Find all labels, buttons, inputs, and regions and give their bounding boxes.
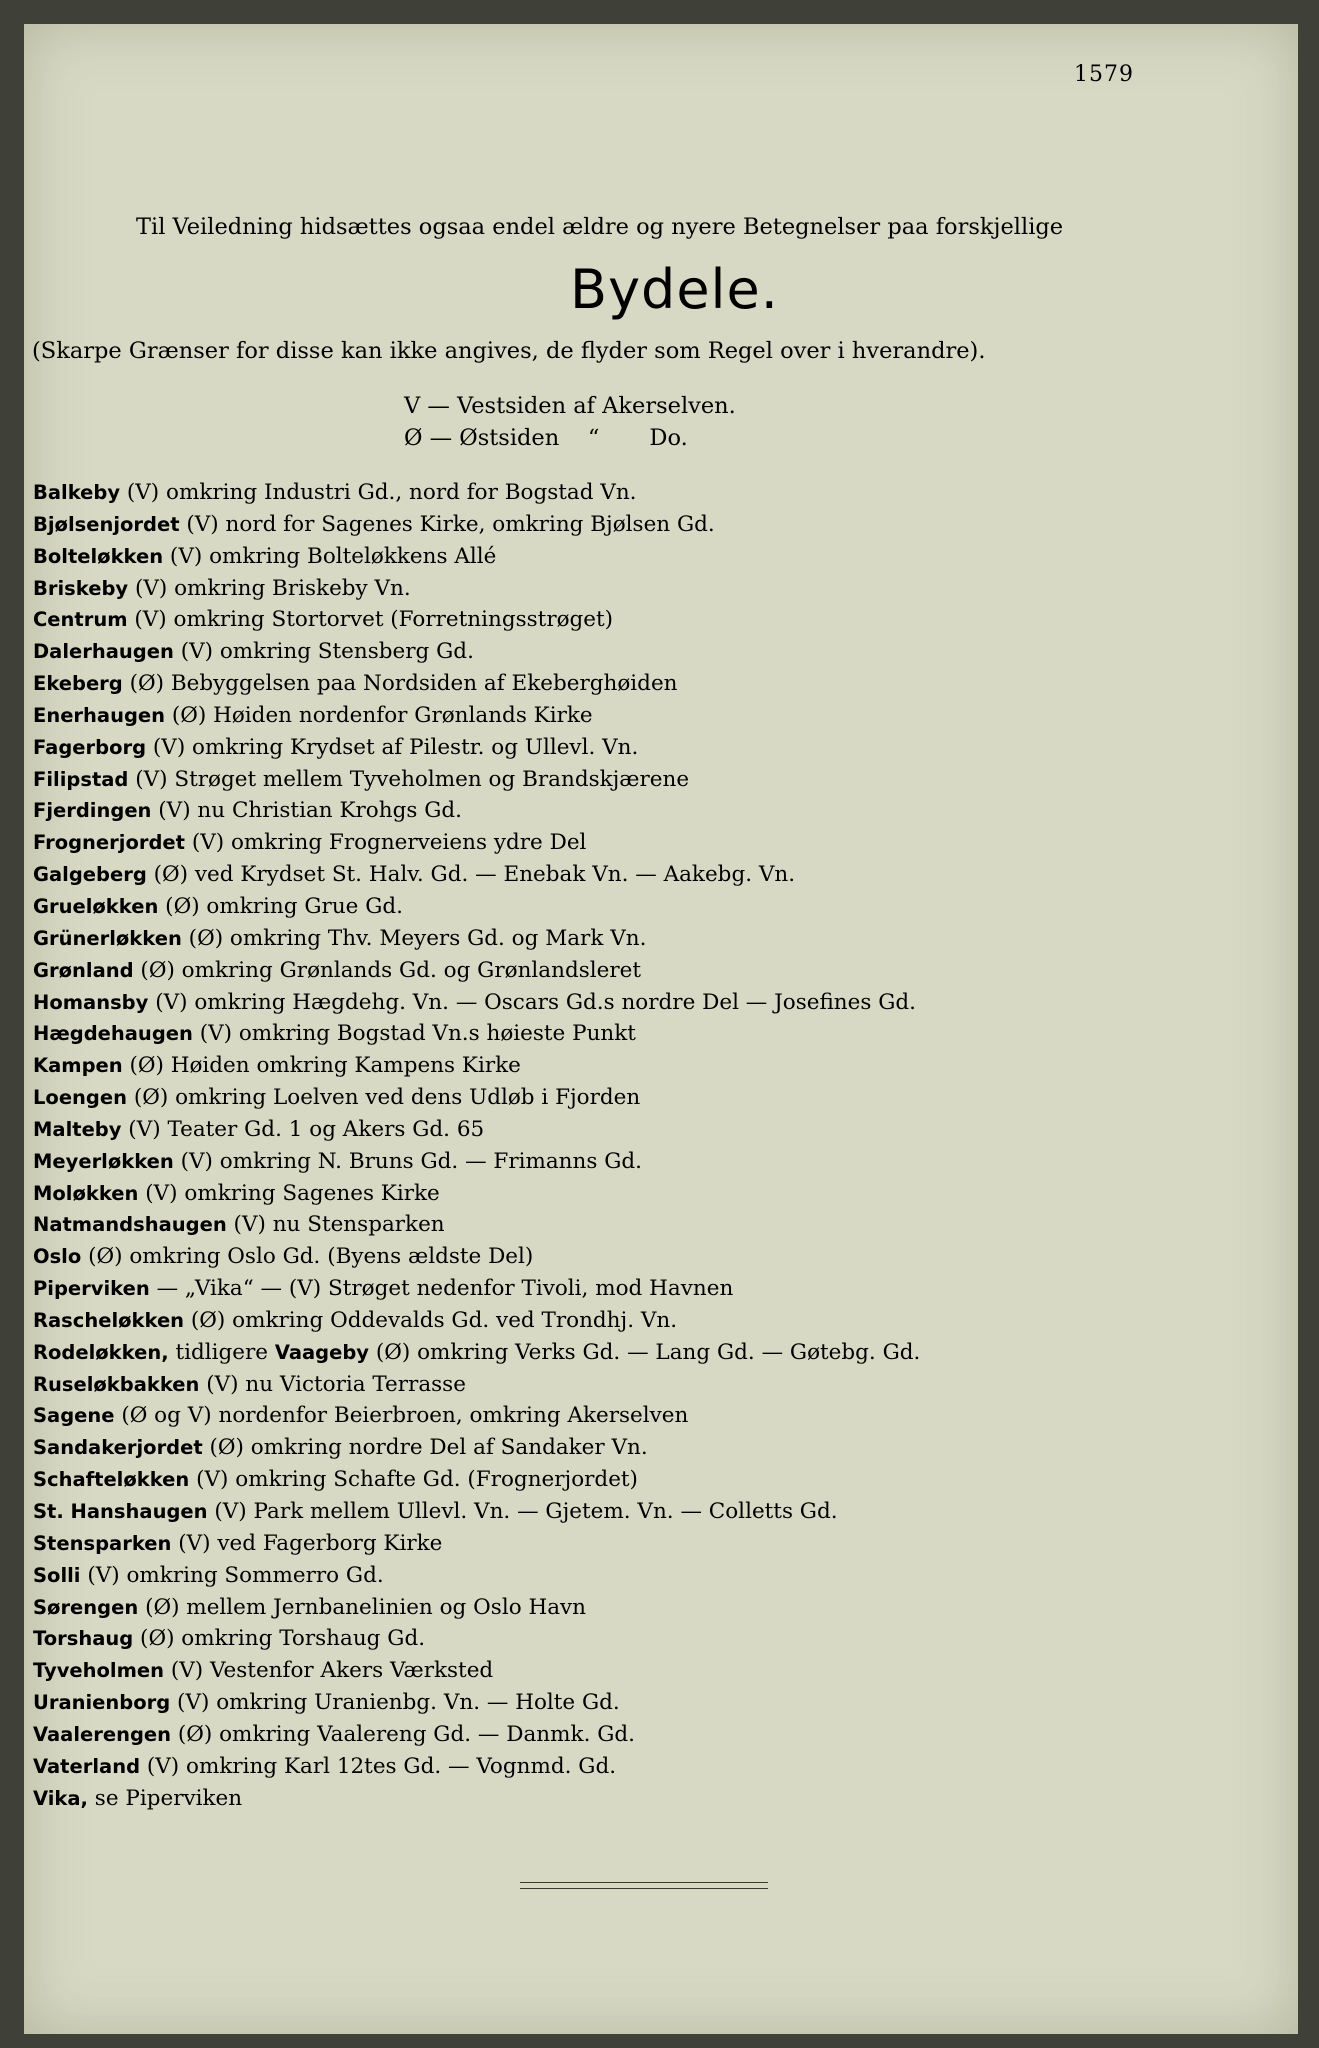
district-description: (Ø) Høiden nordenfor Grønlands Kirke bbox=[165, 702, 593, 728]
list-item bbox=[33, 891, 920, 923]
district-description: (Ø) omkring Vaalereng Gd. — Danmk. Gd. bbox=[171, 1721, 636, 1747]
district-alt-name: Vaageby bbox=[274, 1340, 370, 1364]
district-description: (V) omkring Stortorvet (Forretningsstrøget) bbox=[127, 607, 614, 633]
district-description: (Ø) omkring Grønlands Gd. og Grønlandsleret bbox=[133, 957, 642, 983]
district-description: (V) omkring Frognerveiens ydre Del bbox=[184, 830, 587, 856]
district-name: Filipstad bbox=[33, 767, 129, 791]
list-item bbox=[33, 1082, 920, 1114]
district-description: (Ø) omkring Oslo Gd. (Byens ældste Del) bbox=[81, 1244, 534, 1270]
list-item bbox=[33, 1400, 920, 1432]
list-item bbox=[33, 859, 920, 891]
district-name: Moløkken bbox=[33, 1181, 139, 1205]
district-list bbox=[33, 477, 920, 1814]
district-name: Sandakerjordet bbox=[33, 1436, 203, 1460]
district-name: Balkeby bbox=[33, 481, 121, 504]
district-description: (Ø) omkring Thv. Meyers Gd. og Mark Vn. bbox=[181, 925, 647, 951]
district-name: Enerhaugen bbox=[33, 703, 166, 727]
district-description: (V) omkring Stensberg Gd. bbox=[173, 639, 474, 665]
district-name: Solli bbox=[33, 1563, 81, 1587]
list-item bbox=[33, 1719, 920, 1751]
district-name: Sagene bbox=[33, 1404, 115, 1428]
district-name: Rodeløkken, bbox=[33, 1340, 169, 1364]
list-item bbox=[33, 1432, 920, 1464]
district-description: (V) Vestenfor Akers Værksted bbox=[164, 1658, 494, 1684]
district-name: Bjølsenjordet bbox=[33, 512, 180, 536]
list-item bbox=[33, 573, 920, 605]
note-text: (Skarpe Grænser for disse kan ikke angives, de flyder som Regel over i hverandre). bbox=[32, 338, 986, 364]
district-name: Kampen bbox=[33, 1054, 123, 1078]
district-name: Vika, bbox=[33, 1786, 88, 1810]
list-item bbox=[33, 636, 920, 668]
district-name: Hægdehaugen bbox=[33, 1022, 193, 1046]
district-name: Homansby bbox=[33, 990, 149, 1014]
list-item bbox=[33, 1592, 920, 1624]
list-item bbox=[33, 1209, 920, 1241]
district-description: (V) nu Christian Krohgs Gd. bbox=[151, 798, 462, 824]
district-name: Meyerløkken bbox=[33, 1149, 174, 1173]
list-item bbox=[33, 1305, 920, 1337]
district-description: (Ø) Bebyggelsen paa Nordsiden af Ekeberghøiden bbox=[122, 671, 678, 697]
end-rule-bottom bbox=[520, 1888, 768, 1889]
district-name: Grueløkken bbox=[33, 894, 159, 918]
list-item bbox=[33, 509, 920, 541]
district-description: (Ø) ved Krydset St. Halv. Gd. — Enebak Vn. — Aakebg. Vn. bbox=[146, 862, 796, 888]
district-name: Grünerløkken bbox=[33, 926, 182, 950]
district-name: Briskeby bbox=[33, 576, 129, 600]
district-name: Centrum bbox=[33, 608, 128, 632]
district-description: (V) omkring Sommerro Gd. bbox=[80, 1562, 384, 1588]
district-description: (V) omkring Karl 12tes Gd. — Vognmd. Gd. bbox=[140, 1753, 617, 1779]
district-description: (Ø) omkring nordre Del af Sandaker Vn. bbox=[202, 1435, 648, 1461]
list-item bbox=[33, 1464, 920, 1496]
end-rule-top bbox=[520, 1882, 768, 1883]
district-name: Loengen bbox=[33, 1086, 127, 1110]
district-description: se Piperviken bbox=[87, 1785, 243, 1811]
district-name: Oslo bbox=[33, 1245, 82, 1269]
district-description: (V) omkring Sagenes Kirke bbox=[138, 1180, 440, 1206]
district-description: (V) nord for Sagenes Kirke, omkring Bjølsen Gd. bbox=[179, 511, 715, 537]
district-description-cont: (Ø) omkring Verks Gd. — Lang Gd. — Gøtebg. Gd. bbox=[369, 1339, 921, 1365]
district-description: (Ø og V) nordenfor Beierbroen, omkring Akerselven bbox=[114, 1403, 689, 1429]
district-description: (V) omkring Krydset af Pilestr. og Ullevl. Vn. bbox=[146, 734, 639, 760]
district-description: (Ø) omkring Torshaug Gd. bbox=[133, 1626, 426, 1652]
list-item bbox=[33, 1496, 920, 1528]
district-name: Malteby bbox=[33, 1117, 122, 1141]
district-name: Rascheløkken bbox=[33, 1308, 185, 1332]
district-description: (V) Park mellem Ullevl. Vn. — Gjetem. Vn. — Colletts Gd. bbox=[207, 1499, 838, 1524]
district-name: Grønland bbox=[33, 958, 134, 982]
district-name: Ruseløkbakken bbox=[33, 1372, 200, 1396]
district-name: Torshaug bbox=[33, 1627, 134, 1651]
district-description: (V) ved Fagerborg Kirke bbox=[171, 1530, 443, 1556]
district-name: Stensparken bbox=[33, 1531, 172, 1555]
list-item bbox=[33, 1687, 920, 1719]
legend-line-west: V — Vestsiden af Akerselven. bbox=[404, 393, 736, 419]
list-item bbox=[33, 987, 920, 1019]
district-name: St. Hanshaugen bbox=[33, 1500, 208, 1523]
list-item bbox=[33, 1528, 920, 1560]
list-item bbox=[33, 732, 920, 764]
district-description: (V) omkring Schafte Gd. (Frognerjordet) bbox=[189, 1467, 638, 1493]
district-name: Frognerjordet bbox=[33, 831, 185, 855]
district-description: (V) omkring Industri Gd., nord for Bogstad Vn. bbox=[120, 480, 637, 505]
list-item bbox=[33, 1114, 920, 1146]
list-item bbox=[33, 1337, 920, 1369]
district-name: Dalerhaugen bbox=[33, 640, 174, 664]
list-item bbox=[33, 668, 920, 700]
district-description: (V) omkring Briskeby Vn. bbox=[128, 575, 411, 601]
page-title: Bydele. bbox=[570, 258, 779, 321]
district-name: Vaalerengen bbox=[33, 1722, 172, 1746]
list-item bbox=[33, 1018, 920, 1050]
list-item bbox=[33, 923, 920, 955]
list-item bbox=[33, 477, 920, 509]
district-name: Tyveholmen bbox=[33, 1659, 165, 1683]
district-description: (V) nu Stensparken bbox=[226, 1212, 445, 1238]
list-item bbox=[33, 1050, 920, 1082]
district-description: tidligere bbox=[168, 1339, 275, 1365]
district-description: (Ø) omkring Grue Gd. bbox=[158, 893, 404, 919]
list-item bbox=[33, 827, 920, 859]
district-description: (V) nu Victoria Terrasse bbox=[199, 1371, 466, 1397]
list-item bbox=[33, 1241, 920, 1273]
list-item bbox=[33, 764, 920, 796]
district-name: Uranienborg bbox=[33, 1691, 171, 1715]
list-item bbox=[33, 1178, 920, 1210]
district-description: (V) omkring N. Bruns Gd. — Frimanns Gd. bbox=[173, 1148, 643, 1174]
legend-line-east: Ø — Østsiden “ Do. bbox=[404, 425, 688, 451]
district-name: Natmandshaugen bbox=[33, 1213, 227, 1237]
district-name: Schafteløkken bbox=[33, 1468, 190, 1492]
list-item bbox=[33, 1273, 920, 1305]
district-description: (Ø) mellem Jernbanelinien og Oslo Havn bbox=[138, 1594, 587, 1620]
list-item bbox=[33, 1623, 920, 1655]
district-description: (V) omkring Bolteløkkens Allé bbox=[163, 543, 497, 569]
list-item bbox=[33, 541, 920, 573]
district-description: (V) omkring Hægdehg. Vn. — Oscars Gd.s nordre Del — Josefines Gd. bbox=[148, 989, 916, 1015]
district-name: Fjerdingen bbox=[33, 799, 152, 823]
district-description: (V) Strøget mellem Tyveholmen og Brandskjærene bbox=[128, 766, 690, 792]
district-name: Ekeberg bbox=[33, 672, 123, 696]
list-item bbox=[33, 1560, 920, 1592]
list-item bbox=[33, 955, 920, 987]
list-item bbox=[33, 604, 920, 636]
legend bbox=[404, 390, 736, 454]
district-description: (V) Teater Gd. 1 og Akers Gd. 65 bbox=[121, 1116, 485, 1142]
district-description: — „Vika“ — (V) Strøget nedenfor Tivoli, mod Havnen bbox=[149, 1276, 734, 1302]
page-number: 1579 bbox=[1074, 62, 1134, 87]
district-description: (Ø) omkring Oddevalds Gd. ved Trondhj. Vn. bbox=[184, 1307, 678, 1333]
list-item bbox=[33, 1751, 920, 1783]
district-name: Galgeberg bbox=[33, 863, 147, 887]
district-description: (Ø) omkring Loelven ved dens Udløb i Fjorden bbox=[127, 1085, 641, 1111]
list-item bbox=[33, 1146, 920, 1178]
district-name: Piperviken bbox=[33, 1277, 150, 1301]
district-name: Bolteløkken bbox=[33, 544, 164, 568]
district-description: (V) omkring Uranienbg. Vn. — Holte Gd. bbox=[170, 1690, 620, 1716]
intro-text: Til Veiledning hidsættes ogsaa endel ældre og nyere Betegnelser paa forskjellige bbox=[136, 214, 1064, 240]
list-item bbox=[33, 1783, 920, 1815]
list-item bbox=[33, 700, 920, 732]
list-item bbox=[33, 1369, 920, 1401]
list-item bbox=[33, 795, 920, 827]
district-name: Fagerborg bbox=[33, 735, 147, 759]
district-description: (V) omkring Bogstad Vn.s høieste Punkt bbox=[192, 1021, 636, 1047]
district-description: (Ø) Høiden omkring Kampens Kirke bbox=[122, 1053, 521, 1079]
district-name: Vaterland bbox=[33, 1754, 141, 1778]
list-item bbox=[33, 1655, 920, 1687]
district-name: Sørengen bbox=[33, 1595, 139, 1619]
